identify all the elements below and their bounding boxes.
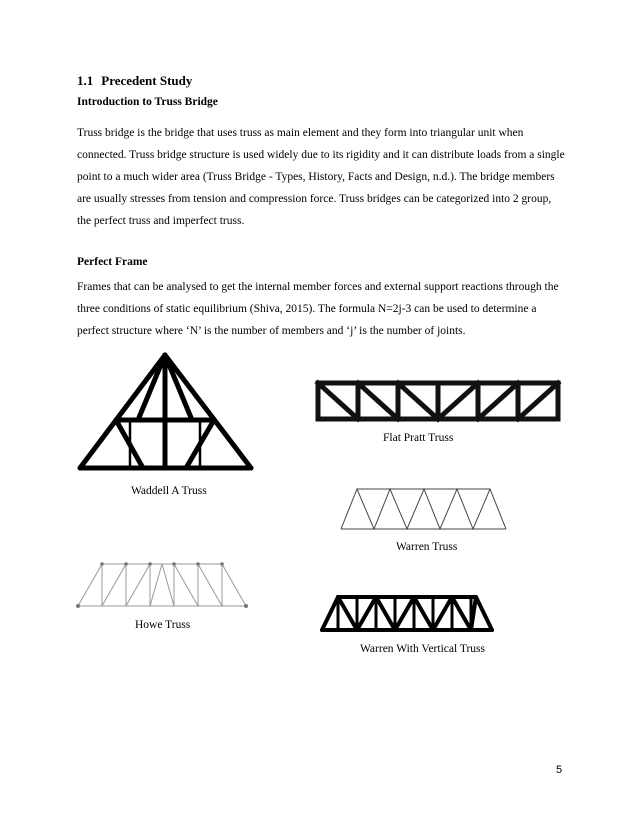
howe-truss-caption: Howe Truss — [135, 619, 191, 631]
intro-paragraph — [77, 122, 577, 232]
section-title-text: Precedent Study — [101, 73, 193, 88]
intro-heading: Introduction to Truss Bridge — [77, 96, 218, 108]
paragraph-line: three conditions of static equilibrium (Shiva, 2015). The formula N=2j-3 can be used to determine a — [77, 303, 537, 315]
paragraph-line: point to a much wider area (Truss Bridge - Types, History, Facts and Design, n.d.). The bridge members — [77, 171, 555, 183]
flat-pratt-truss-figure — [315, 380, 561, 422]
paragraph-line: connected. Truss bridge structure is used widely due to its rigidity and it can distribute loads from a single — [77, 149, 565, 161]
warren-truss-figure — [340, 487, 508, 531]
warren-truss-caption: Warren Truss — [396, 541, 458, 553]
waddell-a-truss-figure — [78, 350, 254, 472]
perfect-frame-heading: Perfect Frame — [77, 256, 148, 268]
paragraph-line: Frames that can be analysed to get the internal member forces and external support reactions through the — [77, 281, 559, 293]
warren-vertical-truss-caption: Warren With Vertical Truss — [360, 643, 485, 655]
paragraph-line: the perfect truss and imperfect truss. — [77, 215, 245, 227]
perfect-frame-paragraph — [77, 276, 577, 342]
section-number: 1.1 — [77, 73, 94, 88]
paragraph-line: perfect structure where ‘N’ is the number of members and ‘j’ is the number of joints. — [77, 325, 466, 337]
howe-truss-figure — [76, 560, 248, 610]
warren-vertical-truss-figure — [320, 594, 494, 634]
section-title — [77, 73, 192, 89]
paragraph-line: are usually stresses from tension and compression force. Truss bridges can be categorized into 2 group, — [77, 193, 552, 205]
paragraph-line: Truss bridge is the bridge that uses truss as main element and they form into triangular unit when — [77, 127, 524, 139]
page-number: 5 — [556, 764, 563, 776]
waddell-a-truss-caption: Waddell A Truss — [131, 485, 207, 497]
flat-pratt-truss-caption: Flat Pratt Truss — [383, 432, 454, 444]
